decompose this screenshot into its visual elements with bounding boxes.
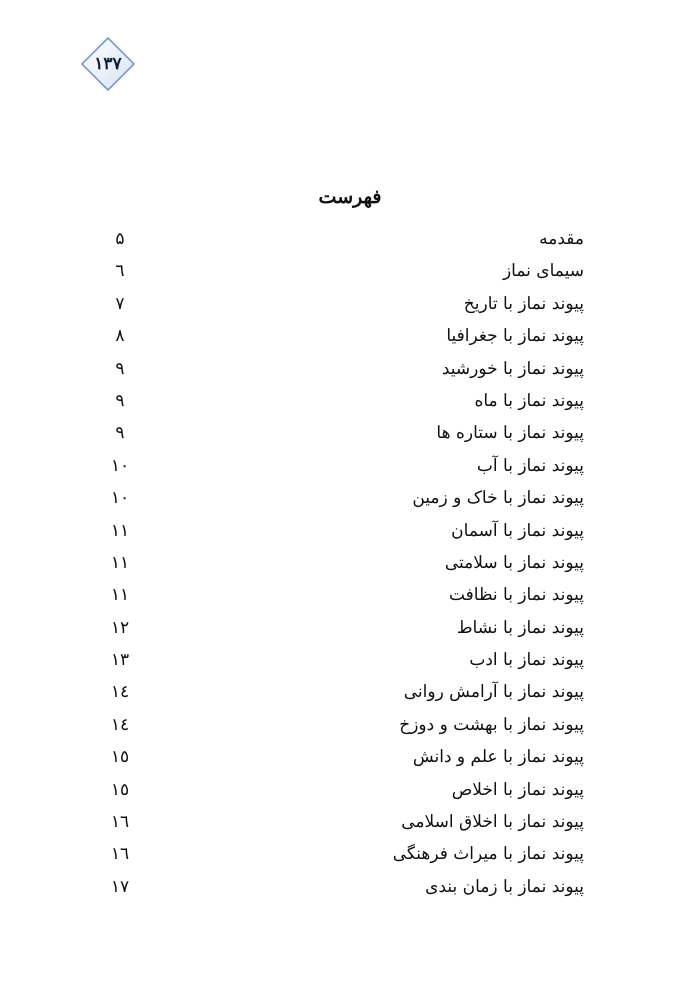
toc-entry [100,388,584,420]
toc-entry-page: ۵ [115,229,125,249]
toc-entry-title: پیوند نماز با اخلاق اسلامی [401,812,584,833]
toc-entry [100,809,584,841]
toc-entry [100,226,584,258]
toc-entry-title: پیوند نماز با سلامتی [444,552,584,573]
toc-entry-title: پیوند نماز با خاک و زمین [412,488,584,509]
toc-entry [100,550,584,582]
toc-entry-title: پیوند نماز با علم و دانش [412,747,584,768]
toc-entry [100,647,584,679]
toc-entry-title: پیوند نماز با آسمان [451,520,584,541]
toc-entry-title: پیوند نماز با ستاره ها [436,423,584,444]
toc-entry-page: ١٥ [110,747,130,768]
toc-entry-page: ١١ [110,552,130,573]
toc-entry [100,777,584,809]
toc-entry [100,258,584,290]
toc-entry-title: پیوند نماز با جغرافیا [446,326,584,347]
toc-entry-title: پیوند نماز با بهشت و دوزخ [399,714,584,735]
toc-entry-page: ١٦ [110,844,130,865]
toc-entry-page: ١٦ [110,812,130,833]
toc-entry [100,356,584,388]
toc-entry-page: ١٤ [110,714,130,735]
toc-entry [100,518,584,550]
toc-entry-page: ١٠ [110,488,130,509]
toc-entry-page: ١٤ [110,682,130,703]
toc-entry-page: ٩ [115,358,125,379]
toc-entry-title: پیوند نماز با خورشید [441,358,584,379]
toc-list [100,226,584,906]
page-number: ۱۳۷ [94,54,122,74]
toc-entry-title: پیوند نماز با ماه [474,390,584,411]
toc-entry-page: ١٠ [110,455,130,476]
toc-entry-page: ١٢ [110,617,130,638]
toc-entry [100,291,584,323]
toc-entry-title: پیوند نماز با ادب [469,650,584,671]
toc-entry-page: ١٣ [110,650,130,671]
toc-entry-page: ١٥ [110,779,130,800]
toc-entry-title: پیوند نماز با تاریخ [463,293,584,314]
toc-entry-page: ٦ [115,261,125,282]
toc-entry [100,323,584,355]
toc-entry-page: ٨ [115,326,125,347]
toc-entry-page: ١٧ [110,876,130,897]
toc-entry [100,874,584,906]
toc-entry [100,453,584,485]
toc-entry [100,420,584,452]
toc-entry-page: ١١ [110,585,130,606]
toc-entry-page: ٩ [115,390,125,411]
toc-entry [100,744,584,776]
toc-entry-page: ٩ [115,423,125,444]
page-number-badge [81,37,135,91]
toc-entry-page: ٧ [115,293,125,314]
toc-entry [100,485,584,517]
toc-entry-title: پیوند نماز با زمان بندی [425,876,584,897]
toc-entry-title: پیوند نماز با آب [476,455,584,476]
toc-entry-page: ١١ [110,520,130,541]
toc-entry-title: پیوند نماز با اخلاص [451,779,584,800]
toc-entry [100,712,584,744]
toc-entry [100,841,584,873]
toc-entry [100,679,584,711]
toc-entry-title: پیوند نماز با نشاط [456,617,584,638]
toc-title: فهرست [318,186,382,208]
toc-entry-title: پیوند نماز با آرامش روانی [403,682,584,703]
toc-entry-title: سیمای نماز [502,261,584,282]
toc-entry-title: پیوند نماز با میراث فرهنگی [392,844,584,865]
toc-entry-title: مقدمه [539,229,584,249]
toc-entry-title: پیوند نماز با نظافت [448,585,584,606]
toc-entry [100,582,584,614]
toc-entry [100,615,584,647]
